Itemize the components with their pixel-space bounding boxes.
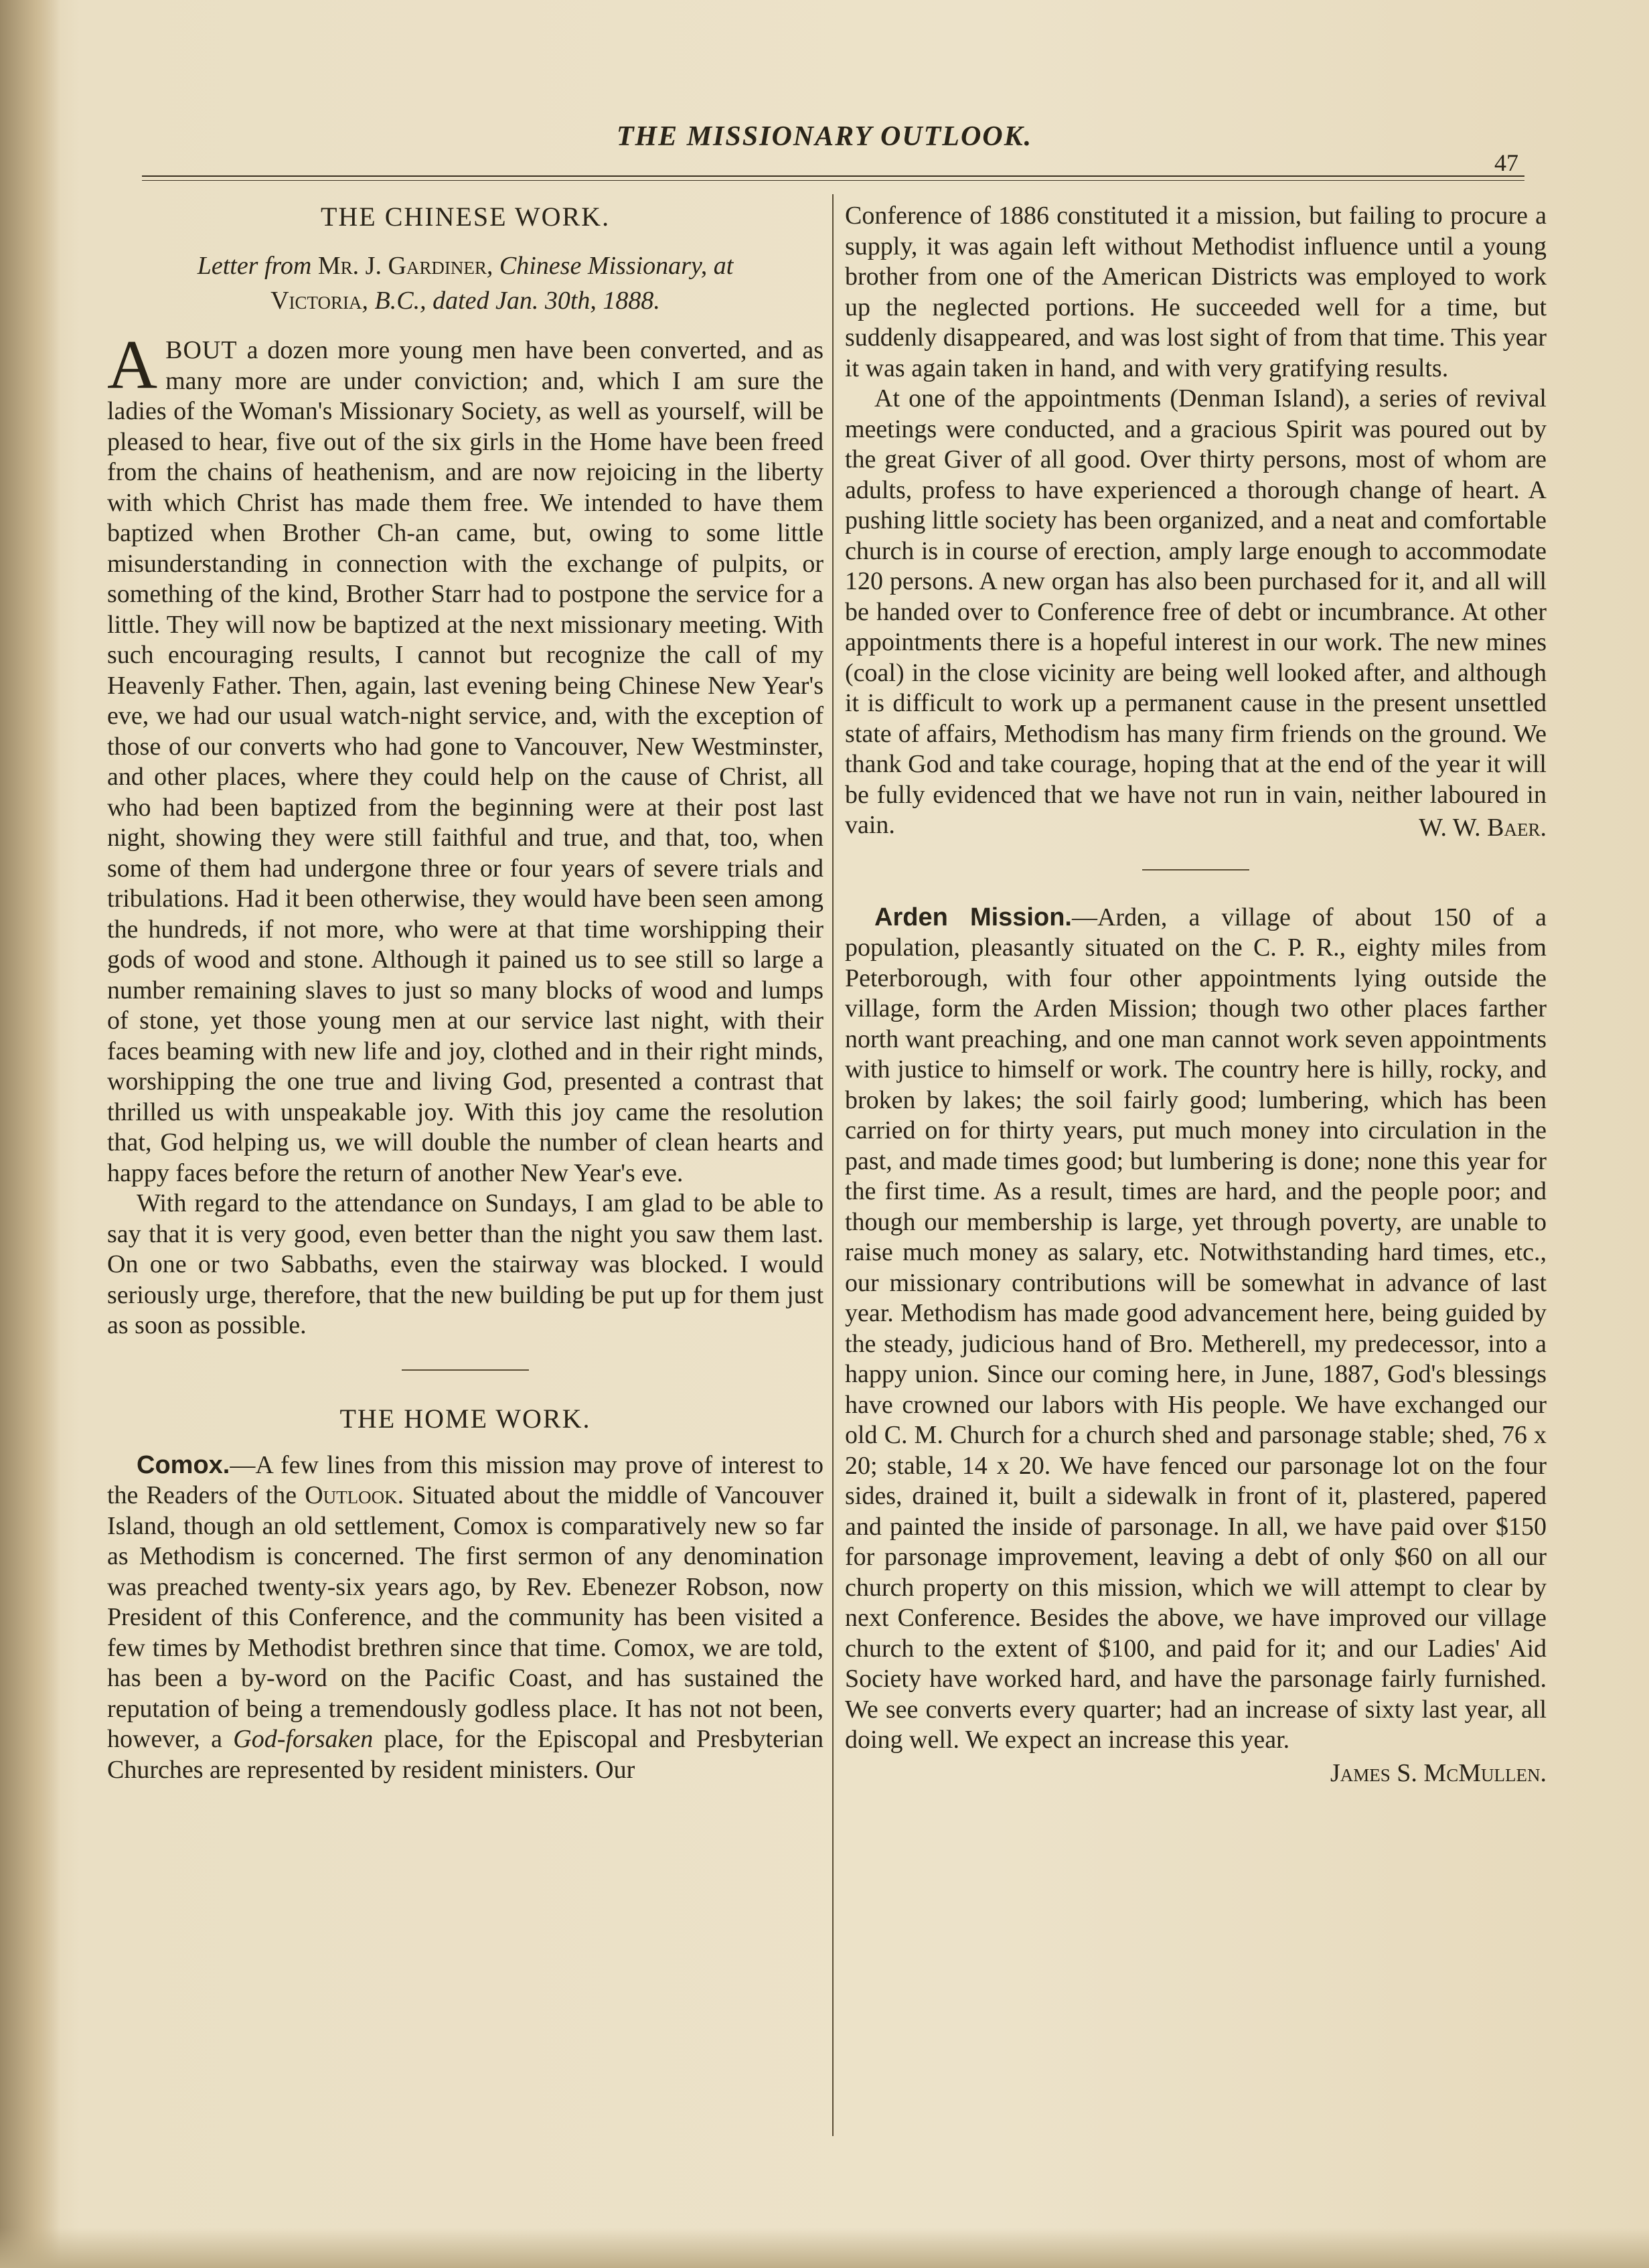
- comox-paragraph: [107, 1450, 823, 1786]
- lead-word: BOUT: [165, 336, 238, 364]
- home-work-title: THE HOME WORK.: [339, 1403, 591, 1434]
- section-separator: [402, 1369, 529, 1371]
- subtitle-date: , B.C., dated Jan. 30th, 1888.: [362, 287, 660, 315]
- paragraph-text: . Situated about the middle of Vancouver Island, though an old settlement, Comox is comparatively new so far as Methodism is concerned. The first sermon of any denomination was preached twenty-six years ago, by Rev. Ebenezer Robson, now President of this Conference, and the community has been visited a few times by Methodist brethren since that time. Comox, we are told, has been a by-word on the Pacific Coast, and has sustained the reputation of being a tremendously godless place. It has not not been, however, a: [107, 1481, 823, 1753]
- drop-cap: A: [107, 326, 158, 403]
- paragraph-italic: God-forsaken: [233, 1725, 374, 1753]
- chinese-work-paragraph-1: [107, 326, 823, 1189]
- header-rule: [142, 175, 1524, 181]
- arden-heading: Arden Mission.: [874, 903, 1072, 931]
- subtitle-text: , Chinese Missionary, at: [486, 252, 734, 280]
- arden-signature: James S. McMullen.: [1330, 1758, 1547, 1787]
- chinese-work-title: THE CHINESE WORK.: [320, 202, 611, 232]
- comox-signature: W. W. Baer.: [1419, 814, 1547, 842]
- subtitle-place: Victoria: [270, 287, 362, 315]
- subtitle-text: Letter from: [197, 252, 318, 280]
- column-divider: [832, 194, 834, 2136]
- paragraph-text: —Arden, a village of about 150 of a population, pleasantly situated on the C. P. R., eighty miles from Peterborough, with four other appointments lying outside the village, form the Arden Mission; though two other places farther north want preaching, and one man cannot work seven appointments with justice to himself or work. The country here is hilly, rocky, and broken by lakes; the soil fairly good; lumbering, which has been carried on for thirty years, put much money into circulation in the past, and made times good; but lumbering is done; none this year for the first time. As a result, times are hard, and the people poor; and though our membership is large, yet through poverty, are unable to raise much money as salary, etc. Notwithstanding hard times, etc., our missionary contributions will be somewhat in advance of last year. Methodism has made good advancement here, being guided by the steady, judicious hand of Bro. Metherell, my predecessor, into a happy union. Since our coming here, in June, 1887, God's blessings have crowned our labors with His people. We have exchanged our old C. M. Church for a church shed and parsonage stable; shed, 76 x 20; stable, 14 x 20. We have fenced our parsonage lot on the four sides, drained it, built a sidewalk in front of it, plastered, papered and painted the inside of parsonage. In all, we have paid over $150 for parsonage improvement, leaving a debt of only $60 on all our church property on this mission, which we will attempt to clear by next Conference. Besides the above, we have improved our village church to the extent of $100, and paid for it; and our Ladies' Aid Society have worked hard, and have the parsonage fairly furnished. We see converts every quarter; had an increase of sixty last year, all doing well. We expect an increase this year.: [845, 903, 1547, 1754]
- chinese-work-subtitle: [107, 248, 823, 318]
- right-column: [845, 201, 1547, 2143]
- page-number: 47: [1494, 149, 1518, 176]
- page-bottom-edge: [0, 2228, 1649, 2268]
- comox-continuation: Conference of 1886 constituted it a mission, but failing to procure a supply, it was again left without Methodist influence until a young brother from one of the American Districts was employed to work up the neglected portions. He succeeded well for a time, but suddenly disappeared, and was lost sight of from that time. This year it was again taken in hand, and with very gratifying results.: [845, 202, 1547, 382]
- running-title: THE MISSIONARY OUTLOOK.: [616, 121, 1033, 152]
- left-column: [107, 201, 823, 2143]
- subtitle-author: Mr. J. Gardiner: [317, 252, 487, 280]
- chinese-work-paragraph-2: With regard to the attendance on Sundays, I am glad to be able to say that it is very good, even better than the night you saw them last. On one or two Sabbaths, even the stairway was blocked. I would seriously urge, therefore, that the new building be put up for them just as soon as possible.: [107, 1189, 823, 1339]
- comox-paragraph-2: [845, 384, 1547, 841]
- article-separator: [1142, 869, 1249, 871]
- arden-paragraph: [845, 903, 1547, 1756]
- page-spine-shadow: [0, 0, 60, 2268]
- paragraph-text: a dozen more young men have been converted, and as many more are under conviction; and, which I am sure the ladies of the Woman's Missionary Society, as well as yourself, will be pleased to hear, five out of the six girls in the Home have been freed from the chains of heathenism, and are now rejoicing in the liberty with which Christ has made them free. We intended to have them baptized when Brother Ch-an came, but, owing to some little misunderstanding in connection with the exchange of pulpits, or something of the kind, Brother Starr had to postpone the service for a little. They will now be baptized at the next missionary meeting. With such encouraging results, I cannot but recognize the call of my Heavenly Father. Then, again, last evening being Chinese New Year's eve, we had our usual watch-night service, and, with the exception of those of our converts who had gone to Vancouver, New Westminster, and other places, where they could help on the cause of Christ, all who had been baptized from the beginning were at their post last night, showing they were still faithful and true, and that, too, when some of them had undergone three or four years of severe trials and tribulations. Had it been otherwise, they would have been seen among the hundreds, if not more, who were at that time worshipping their gods of wood and stone. Although it pained us to see still so large a number remaining slaves to just so many blocks of wood and lumps of stone, yet those young men at our service last night, with their faces beaming with new life and joy, clothed and in their right minds, worshipping the one true and living God, presented a contrast that thrilled us with unspeakable joy. With this joy came the resolution that, God helping us, we will double the number of clean hearts and happy faces before the return of another New Year's eve.: [107, 336, 823, 1187]
- paragraph-text: At one of the appointments (Denman Island), a series of revival meetings were conducted, and a gracious Spirit was poured out by the great Giver of all good. Over thirty persons, most of whom are adults, profess to have experienced a thorough change of heart. A pushing little society has been organized, and a neat and comfortable church is in course of erection, amply large enough to accommodate 120 persons. A new organ has also been purchased for it, and all will be handed over to Conference free of debt or incumbrance. At other appointments there is a hopeful interest in our work. The new mines (coal) in the close vicinity are being well looked after, and although it is difficult to work up a permanent cause in the present unsettled state of affairs, Methodism has many firm friends on the ground. We thank God and take courage, hoping that at the end of the year it will be fully evidenced that we have not run in vain, neither laboured in vain.: [845, 384, 1547, 839]
- paragraph-text: —A few lines from this mission may prove of interest to the Readers of the: [107, 1450, 823, 1509]
- paragraph-text: place, for the Episcopal and Presbyterian Churches are represented by resident ministers. Our: [107, 1725, 823, 1784]
- outlook-name: Outlook: [305, 1481, 398, 1509]
- comox-heading: Comox.: [137, 1450, 230, 1479]
